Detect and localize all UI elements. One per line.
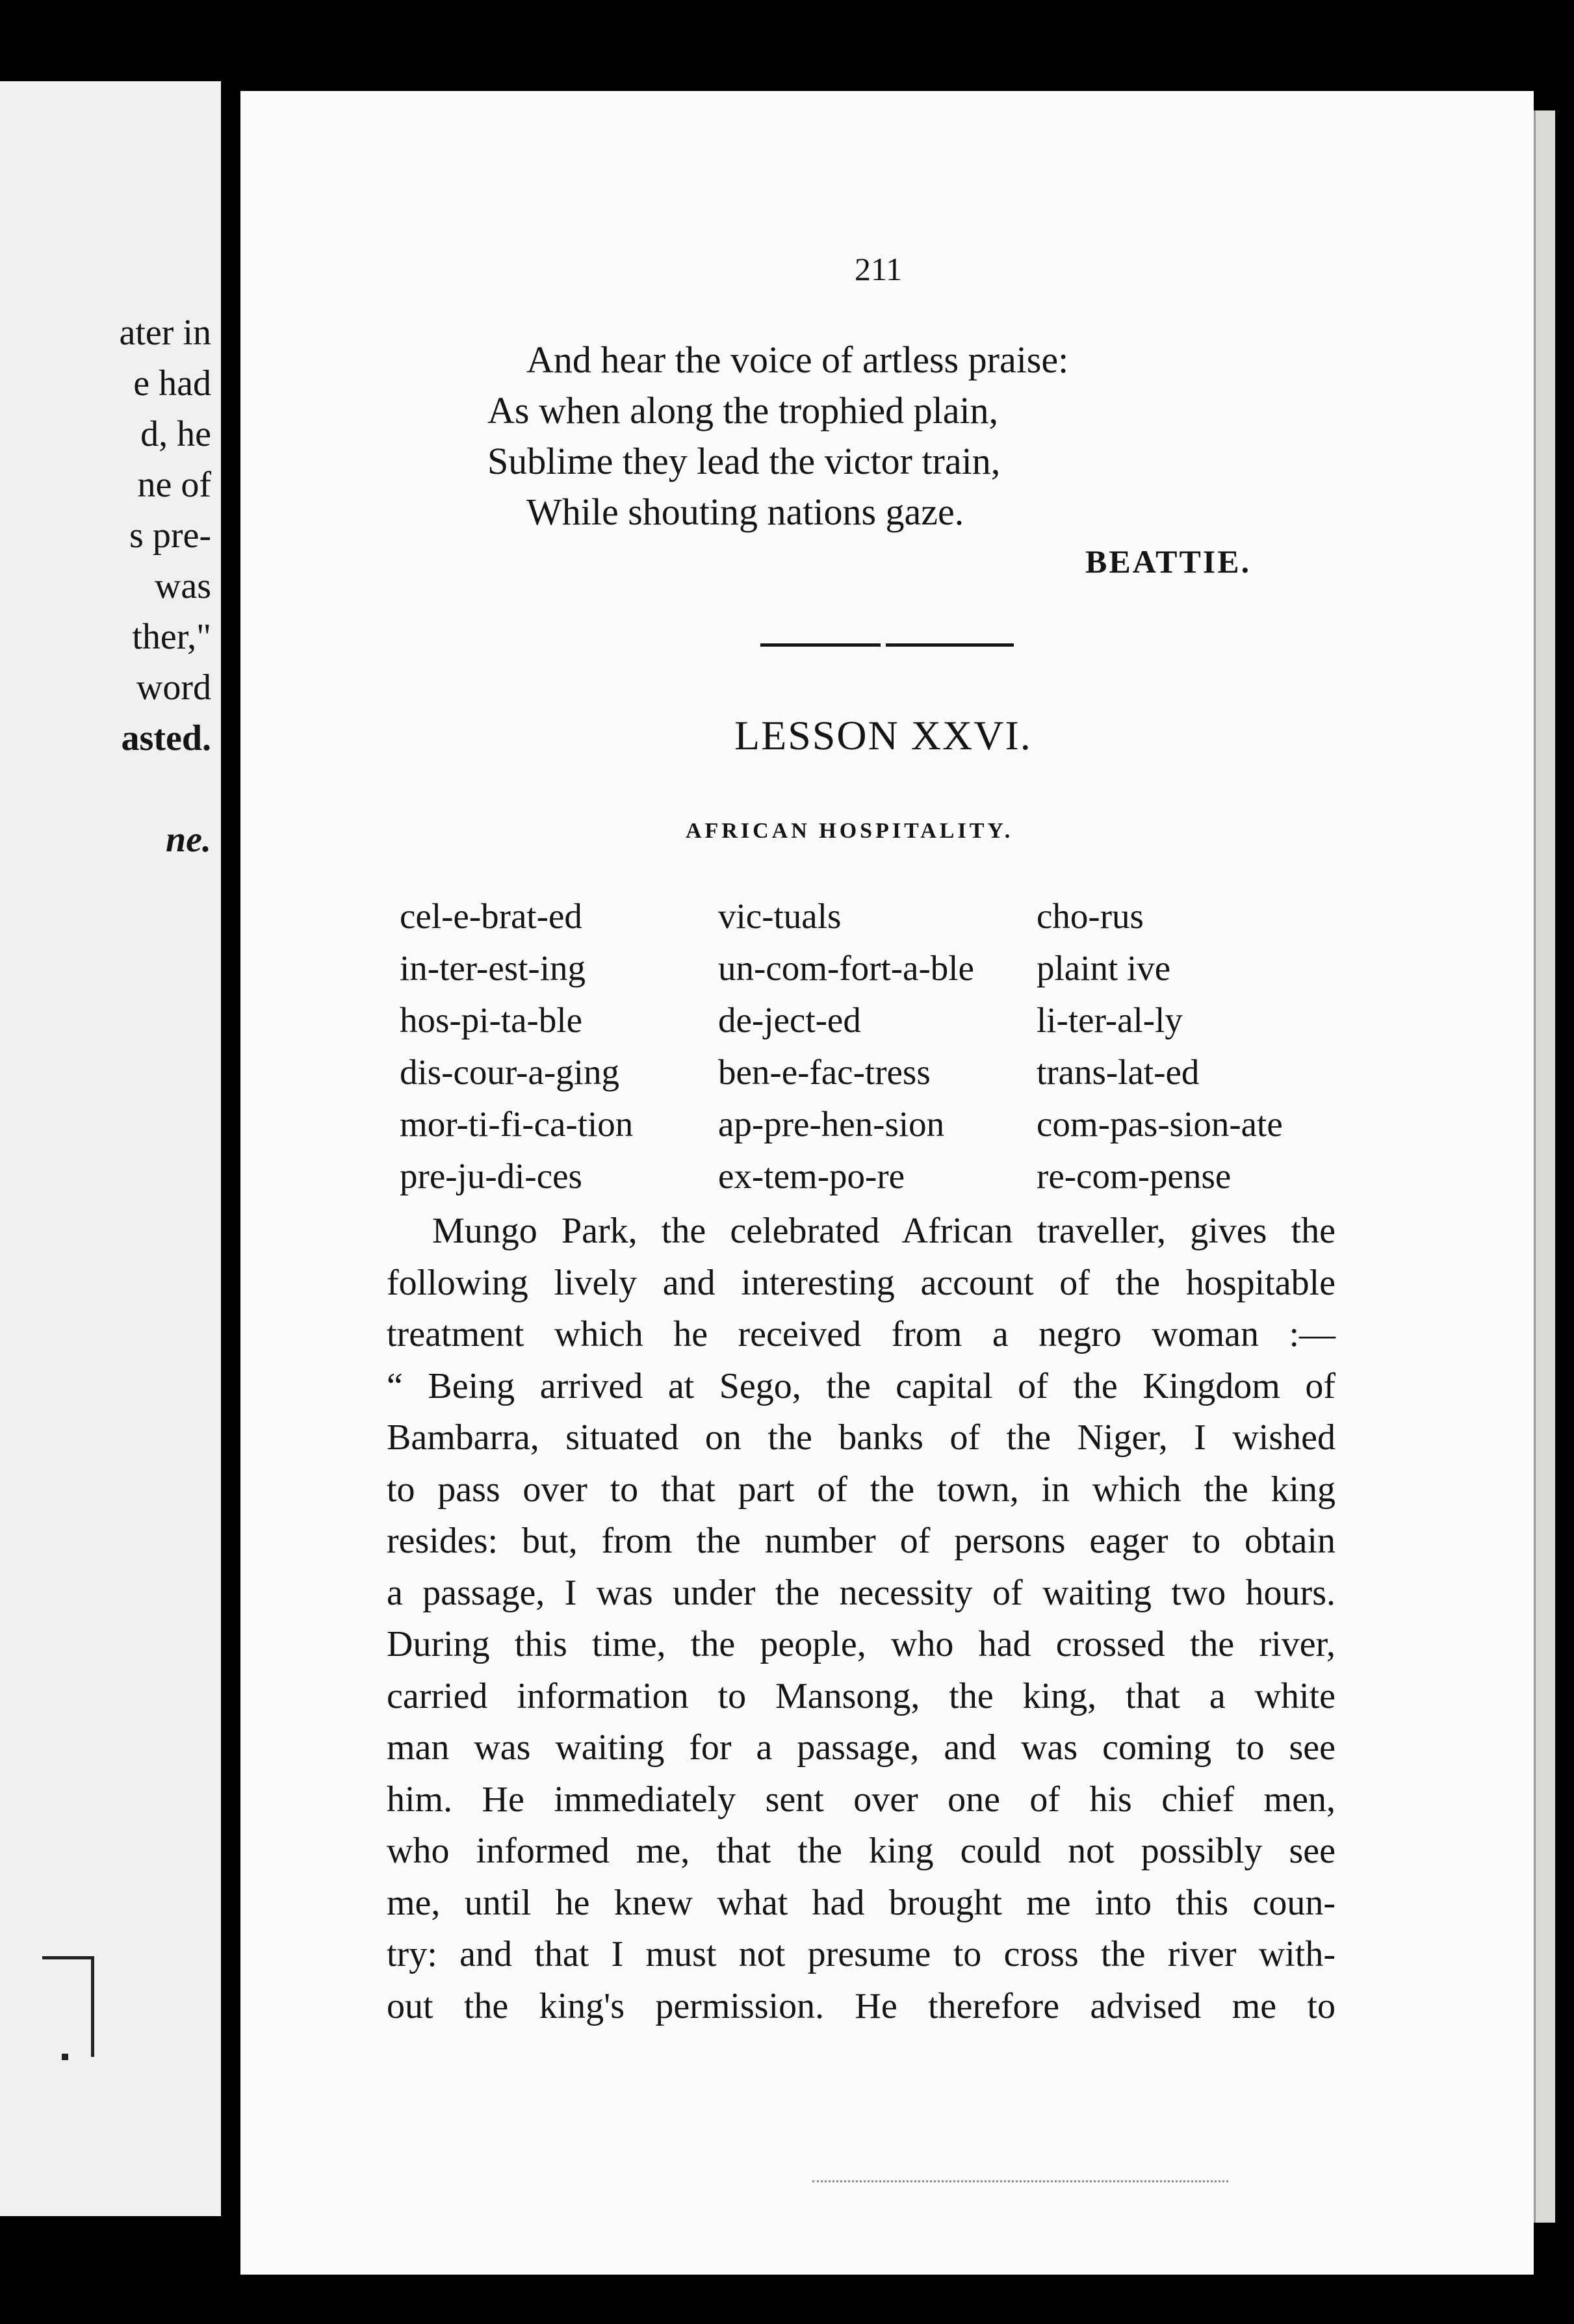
spelling-column-3	[1037, 890, 1283, 1202]
spelling-column-2	[718, 890, 974, 1202]
spelling-word: ap-pre-hen-sion	[718, 1104, 945, 1144]
spelling-word: plaint ive	[1037, 948, 1171, 988]
poem-line: As when along the trophied plain,	[487, 389, 999, 432]
spelling-word: dis-cour-a-ging	[400, 1052, 619, 1092]
left-page-line: e had	[133, 363, 211, 404]
left-page-line: word	[136, 667, 211, 708]
spelling-word: hos-pi-ta-ble	[400, 1000, 583, 1040]
spelling-word: re-com-pense	[1037, 1156, 1232, 1196]
spelling-word: vic-tuals	[718, 896, 842, 936]
body-line: Bambarra, situated on the banks of the Niger, I wished	[387, 1417, 1335, 1458]
body-line: a passage, I was under the necessity of waiting two hours.	[387, 1572, 1335, 1613]
book-page	[240, 91, 1534, 2275]
spelling-word: com-pas-sion-ate	[1037, 1104, 1283, 1144]
body-line: “ Being arrived at Sego, the capital of the Kingdom of	[387, 1365, 1335, 1406]
body-line: me, until he knew what had brought me into this coun-	[387, 1882, 1335, 1923]
left-page-line: s pre-	[129, 515, 211, 556]
body-line: treatment which he received from a negro woman :—	[387, 1314, 1335, 1354]
book-spine	[221, 81, 240, 2291]
poem-line: And hear the voice of artless praise:	[526, 339, 1069, 381]
spelling-word: ex-tem-po-re	[718, 1156, 905, 1196]
poem-line: Sublime they lead the victor train,	[487, 440, 1001, 482]
bleed-through-marks	[812, 2180, 1228, 2186]
body-line: following lively and interesting account of the hospitable	[387, 1262, 1335, 1303]
body-line: Mungo Park, the celebrated African traveller, gives the	[432, 1211, 1335, 1251]
lesson-subtitle: AFRICAN HOSPITALITY.	[686, 819, 1014, 843]
body-line: out the king's permission. He therefore advised me to	[387, 1985, 1335, 2026]
poem-line: While shouting nations gaze.	[526, 491, 964, 533]
spelling-column-1	[400, 890, 633, 1202]
section-divider	[760, 643, 1014, 647]
spelling-word: cho-rus	[1037, 896, 1144, 936]
poem-stanza	[487, 335, 1068, 537]
page-stack-edge	[1534, 110, 1555, 2223]
left-page-line: ater in	[119, 313, 211, 353]
left-page-line: ne.	[166, 820, 211, 860]
body-line: During this time, the people, who had crossed the river,	[387, 1624, 1335, 1664]
spelling-word: in-ter-est-ing	[400, 948, 586, 988]
body-line: who informed me, that the king could not possibly see	[387, 1831, 1335, 1871]
spelling-word: trans-lat-ed	[1037, 1052, 1200, 1092]
body-line: to pass over to that part of the town, in which the king	[387, 1469, 1335, 1510]
spelling-word: pre-ju-di-ces	[400, 1156, 582, 1196]
spelling-word: ben-e-fac-tress	[718, 1052, 931, 1092]
page-number: 211	[855, 251, 903, 287]
left-facing-page	[0, 81, 221, 2216]
body-line: man was waiting for a passage, and was coming to see	[387, 1727, 1335, 1768]
bracket-mark	[42, 1956, 94, 2057]
body-line: try: and that I must not presume to cross the river with-	[387, 1934, 1335, 1974]
spelling-word: de-ject-ed	[718, 1000, 861, 1040]
spelling-word: mor-ti-fi-ca-tion	[400, 1104, 634, 1144]
left-page-line: was	[154, 566, 211, 606]
body-line: him. He immediately sent over one of his chief men,	[387, 1779, 1335, 1820]
left-page-line: ne of	[137, 465, 211, 505]
left-page-line: d, he	[140, 414, 211, 454]
body-line: carried information to Mansong, the king, that a white	[387, 1675, 1335, 1716]
spelling-word: cel-e-brat-ed	[400, 896, 582, 936]
left-page-line: ther,"	[132, 617, 211, 657]
body-line: resides: but, from the number of persons eager to obtain	[387, 1521, 1335, 1561]
spelling-word: un-com-fort-a-ble	[718, 948, 974, 988]
divider-gap	[881, 641, 886, 649]
lesson-body	[387, 1206, 1335, 2032]
spelling-word: li-ter-al-ly	[1037, 1000, 1183, 1040]
poem-author: BEATTIE.	[1085, 543, 1252, 580]
ink-dot	[62, 2054, 68, 2060]
left-page-line: asted.	[121, 718, 211, 758]
lesson-title: LESSON XXVI.	[734, 712, 1032, 758]
